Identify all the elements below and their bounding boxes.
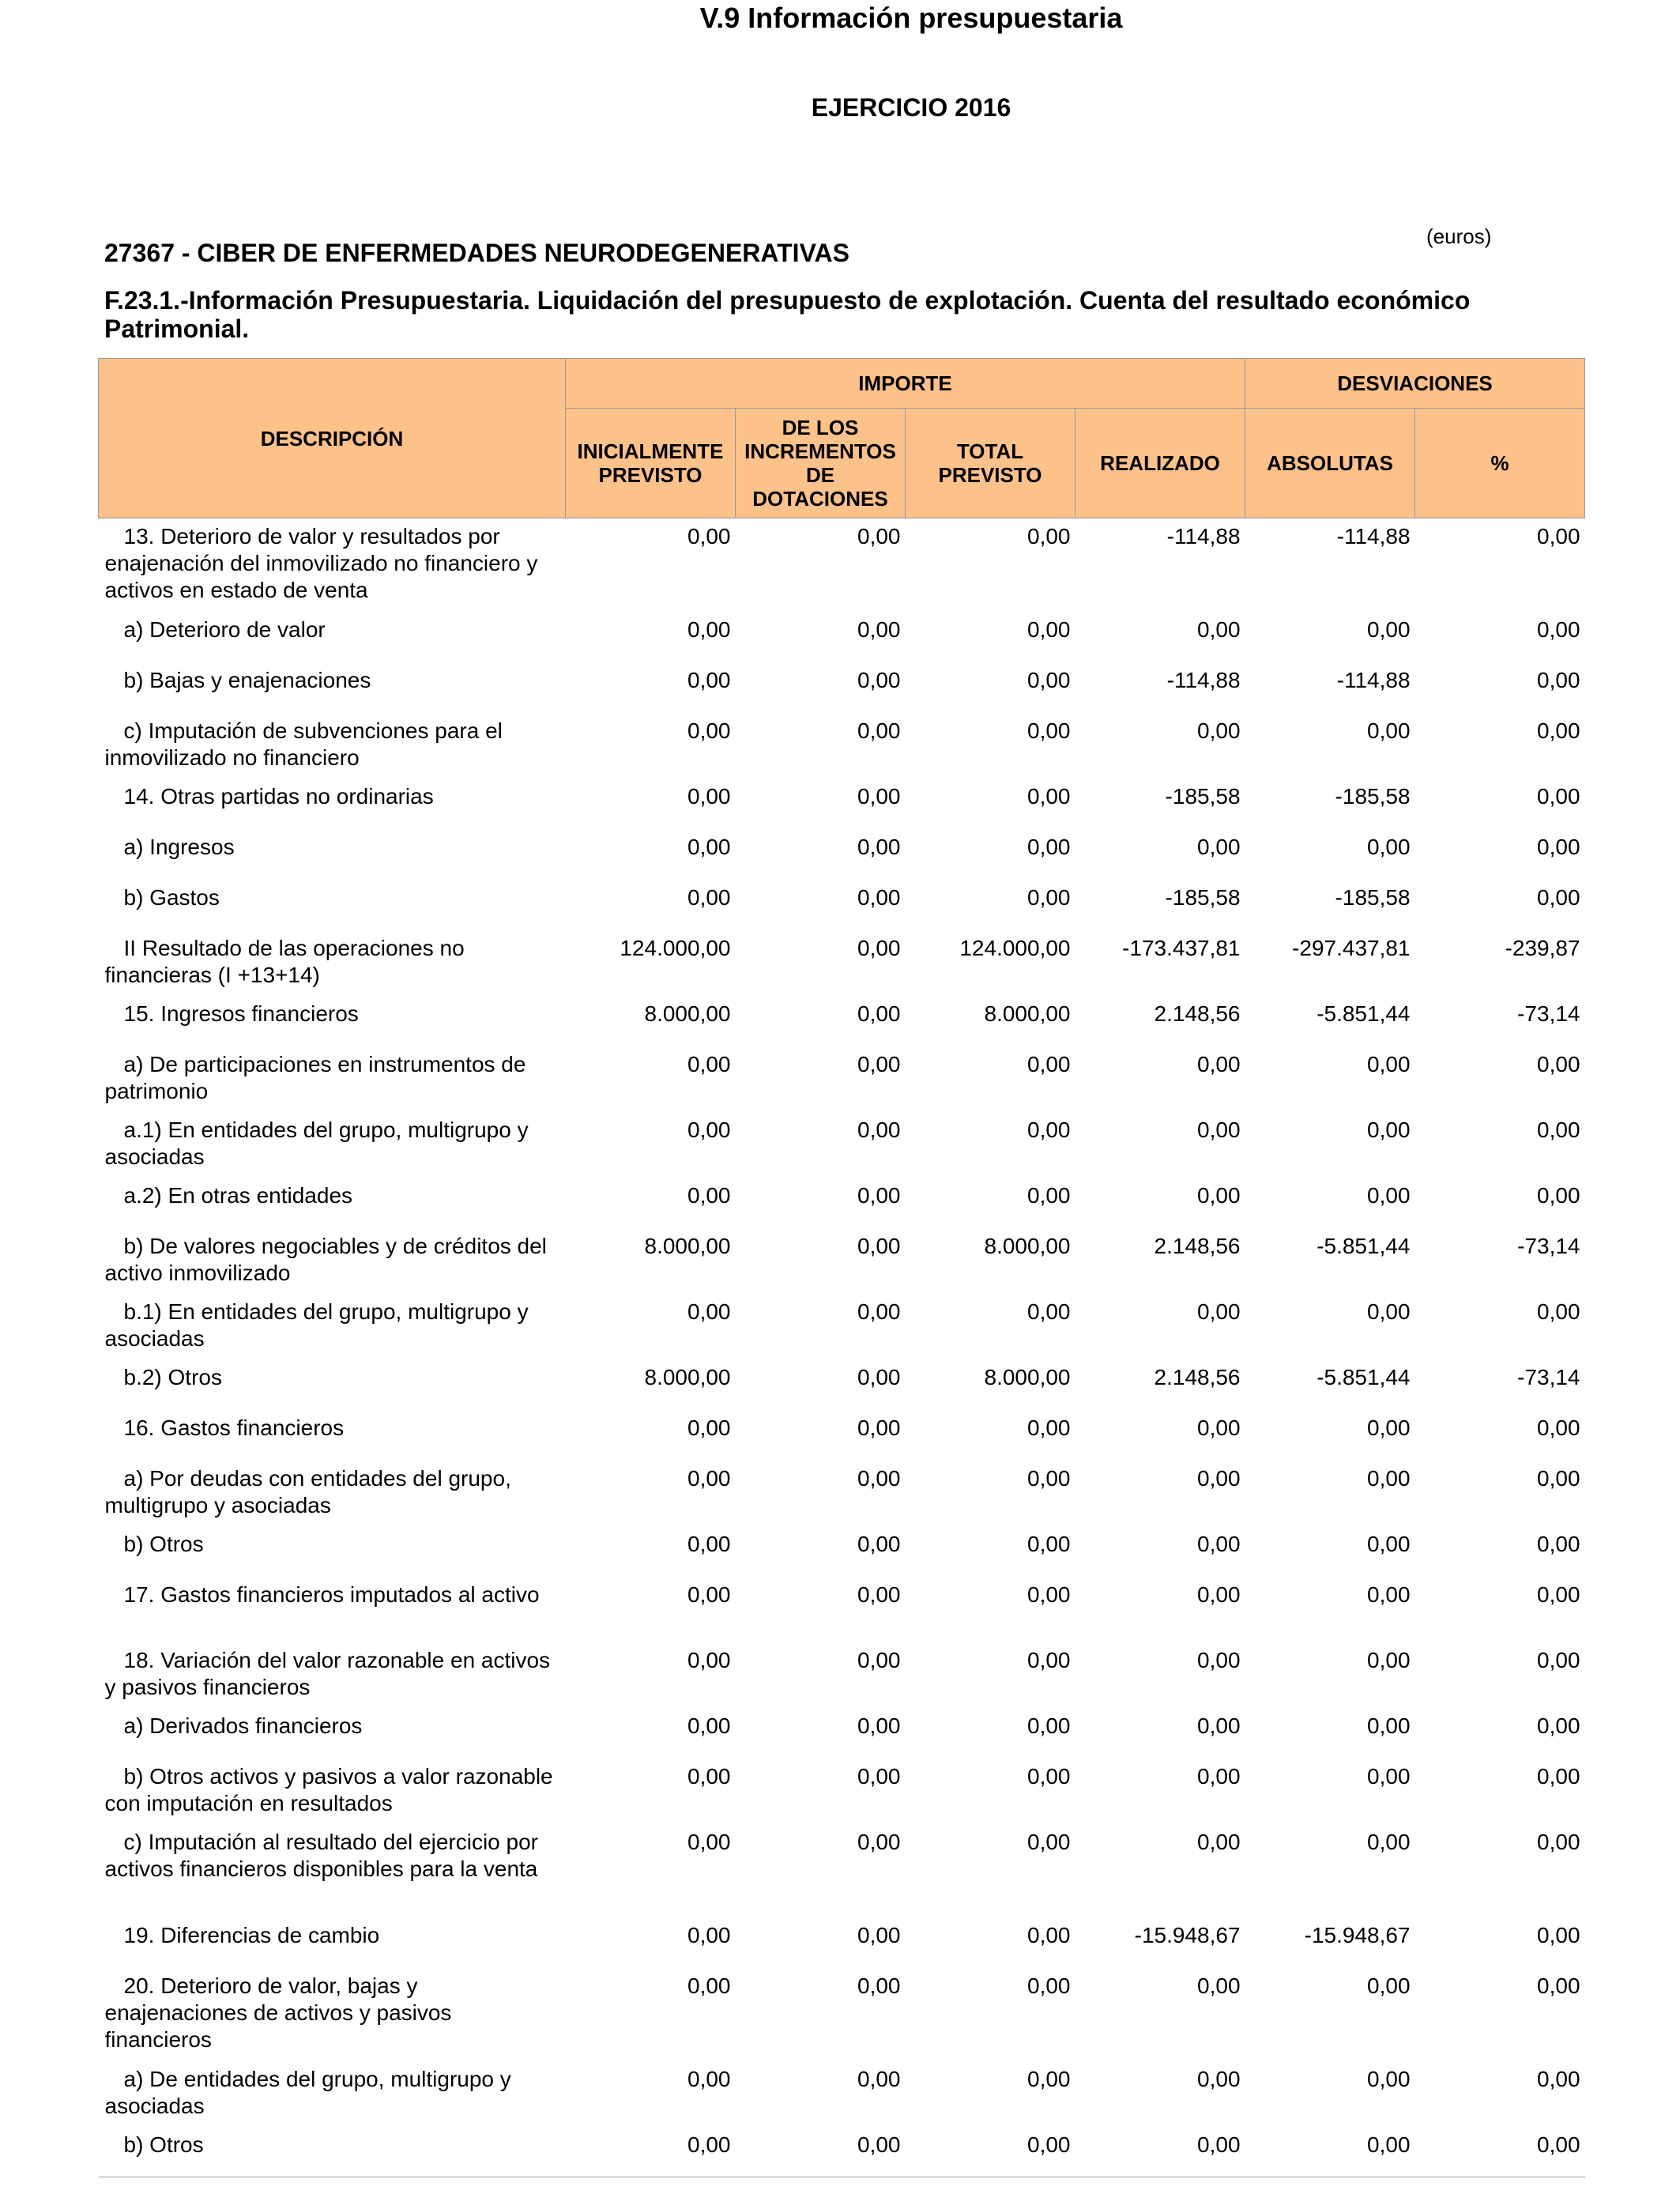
cell-total-previsto: 0,00 xyxy=(1027,1531,1071,1556)
cell-absolutas: -185,58 xyxy=(1335,884,1411,910)
row-description: b) De valores negociables y de créditos del activo inmovilizado xyxy=(104,1233,547,1285)
table-row xyxy=(99,829,1585,880)
cell-inicialmente-previsto: 124.000,00 xyxy=(620,935,731,960)
cell-total-previsto: 8.000,00 xyxy=(984,1001,1071,1026)
cell-absolutas: 0,00 xyxy=(1367,1581,1411,1607)
cell-percent: 0,00 xyxy=(1537,1647,1580,1672)
cell-total-previsto: 0,00 xyxy=(1027,1647,1071,1672)
row-description: b) Bajas y enajenaciones xyxy=(123,667,371,692)
cell-absolutas: 0,00 xyxy=(1367,1182,1411,1208)
cell-total-previsto: 0,00 xyxy=(1027,616,1071,642)
cell-total-previsto: 0,00 xyxy=(1027,1182,1071,1208)
cell-total-previsto: 124.000,00 xyxy=(959,935,1071,960)
row-description: b.2) Otros xyxy=(123,1364,222,1389)
cell-inicialmente-previsto: 0,00 xyxy=(687,1531,731,1556)
table-row xyxy=(99,1461,1585,1526)
table-row xyxy=(99,1228,1585,1294)
cell-realizado: 0,00 xyxy=(1075,2127,1245,2177)
cell-realizado: 0,00 xyxy=(1197,1647,1241,1672)
report-subtitle: F.23.1.-Información Presupuestaria. Liquidación del presupuesto de explotación. Cuenta del resultado económico Patrimonial. xyxy=(104,286,1471,343)
cell-incrementos: 0,00 xyxy=(857,1233,901,1258)
cell-absolutas: 0,00 xyxy=(1367,1647,1411,1672)
cell-incrementos: 0,00 xyxy=(857,718,901,743)
cell-absolutas: -297.437,81 xyxy=(1292,935,1411,960)
cell-percent: 0,00 xyxy=(1537,718,1580,743)
cell-incrementos: 0,00 xyxy=(857,1829,901,1854)
cell-absolutas: 0,00 xyxy=(1367,1051,1411,1076)
cell-inicialmente-previsto: 0,00 xyxy=(687,783,731,809)
table-row xyxy=(99,880,1585,930)
table-row xyxy=(99,778,1585,829)
cell-absolutas: 0,00 xyxy=(1367,1299,1411,1324)
cell-incrementos: 0,00 xyxy=(857,884,901,910)
cell-inicialmente-previsto: 0,00 xyxy=(687,1713,731,1738)
cell-percent: -73,14 xyxy=(1517,1233,1580,1258)
row-description: c) Imputación al resultado del ejercicio por activos financieros disponibles para la venta xyxy=(104,1829,538,1881)
cell-absolutas: -114,88 xyxy=(1336,524,1411,548)
row-description: a) Por deudas con entidades del grupo, multigrupo y asociadas xyxy=(104,1465,511,1517)
cell-inicialmente-previsto: 0,00 xyxy=(687,2066,731,2091)
cell-inicialmente-previsto: 0,00 xyxy=(687,1973,731,1998)
cell-total-previsto: 0,00 xyxy=(1027,884,1071,910)
cell-percent: 0,00 xyxy=(1537,783,1580,809)
header-absolutas: ABSOLUTAS xyxy=(1245,409,1415,518)
cell-total-previsto: 0,00 xyxy=(1027,1415,1071,1440)
cell-incrementos: 0,00 xyxy=(857,783,901,809)
table-row xyxy=(99,1577,1585,1642)
cell-percent: 0,00 xyxy=(1537,1829,1580,1854)
fiscal-year: EJERCICIO 2016 xyxy=(811,93,1011,122)
cell-percent: 0,00 xyxy=(1537,1973,1580,1998)
cell-incrementos: 0,00 xyxy=(857,1001,901,1026)
table-row xyxy=(99,1046,1585,1112)
row-description: 14. Otras partidas no ordinarias xyxy=(123,783,434,809)
cell-realizado: 0,00 xyxy=(1197,1763,1241,1789)
cell-absolutas: 0,00 xyxy=(1367,1465,1411,1491)
cell-total-previsto: 0,00 xyxy=(1027,524,1071,548)
header-importe: IMPORTE xyxy=(566,359,1245,409)
cell-absolutas: -5.851,44 xyxy=(1317,1364,1411,1389)
cell-percent: 0,00 xyxy=(1537,1581,1580,1607)
row-description: b.1) En entidades del grupo, multigrupo y asociadas xyxy=(104,1299,529,1351)
cell-percent: 0,00 xyxy=(1537,1531,1580,1556)
cell-absolutas: 0,00 xyxy=(1367,718,1411,743)
row-description: a) Deterioro de valor xyxy=(123,616,326,642)
row-description: a.2) En otras entidades xyxy=(123,1182,353,1208)
cell-incrementos: 0,00 xyxy=(857,935,901,960)
cell-total-previsto: 0,00 xyxy=(1027,1051,1071,1076)
row-description: 13. Deterioro de valor y resultados por enajenación del inmovilizado no financiero y activos en estado de venta xyxy=(104,524,538,602)
cell-total-previsto: 0,00 xyxy=(1027,718,1071,743)
cell-absolutas: -5.851,44 xyxy=(1317,1001,1411,1026)
cell-inicialmente-previsto: 0,00 xyxy=(687,1182,731,1208)
table-row xyxy=(99,1708,1585,1759)
row-description: b) Otros xyxy=(123,1531,204,1556)
cell-total-previsto: 0,00 xyxy=(1027,1829,1071,1854)
cell-incrementos: 0,00 xyxy=(857,616,901,642)
cell-percent: 0,00 xyxy=(1537,524,1580,548)
cell-realizado: 0,00 xyxy=(1197,1581,1241,1607)
table-row xyxy=(99,930,1585,996)
row-description: a.1) En entidades del grupo, multigrupo y asociadas xyxy=(104,1117,529,1169)
cell-inicialmente-previsto: 0,00 xyxy=(687,884,731,910)
table-row xyxy=(99,713,1585,778)
cell-total-previsto: 0,00 xyxy=(1027,783,1071,809)
cell-total-previsto: 0,00 xyxy=(1027,1299,1071,1324)
table-row xyxy=(99,1112,1585,1178)
table-row xyxy=(99,1917,1585,1968)
cell-realizado: 0,00 xyxy=(1197,1465,1241,1491)
row-description: 16. Gastos financieros xyxy=(123,1415,345,1440)
table-row xyxy=(99,1359,1585,1410)
cell-incrementos: 0,00 xyxy=(857,1581,901,1607)
currency-units: (euros) xyxy=(1426,224,1492,248)
cell-realizado: 0,00 xyxy=(1197,1299,1241,1324)
cell-incrementos: 0,00 xyxy=(857,1364,901,1389)
table-header xyxy=(99,359,1585,518)
cell-incrementos: 0,00 xyxy=(857,1973,901,1998)
cell-inicialmente-previsto: 0,00 xyxy=(566,2127,736,2177)
cell-total-previsto: 8.000,00 xyxy=(984,1233,1071,1258)
cell-percent: 0,00 xyxy=(1537,834,1580,859)
cell-inicialmente-previsto: 0,00 xyxy=(687,667,731,692)
cell-realizado: 2.148,56 xyxy=(1154,1233,1241,1258)
cell-inicialmente-previsto: 0,00 xyxy=(687,1763,731,1789)
header-realizado: REALIZADO xyxy=(1075,409,1245,518)
table-row xyxy=(99,612,1585,662)
row-description: a) De participaciones en instrumentos de patrimonio xyxy=(104,1051,526,1103)
table-row xyxy=(99,1526,1585,1577)
cell-inicialmente-previsto: 0,00 xyxy=(687,718,731,743)
cell-inicialmente-previsto: 0,00 xyxy=(687,1117,731,1142)
row-description: c) Imputación de subvenciones para el inmovilizado no financiero xyxy=(104,718,503,770)
header-incrementos-dotaciones: DE LOS INCREMENTOS DE DOTACIONES xyxy=(736,409,906,518)
table-row xyxy=(99,1178,1585,1228)
cell-total-previsto: 0,00 xyxy=(1027,1581,1071,1607)
cell-inicialmente-previsto: 0,00 xyxy=(687,1051,731,1076)
cell-inicialmente-previsto: 0,00 xyxy=(687,1299,731,1324)
cell-absolutas: -15.948,67 xyxy=(1304,1922,1411,1947)
cell-absolutas: 0,00 xyxy=(1367,1713,1411,1738)
row-description: a) Ingresos xyxy=(123,834,235,859)
row-description: b) Otros xyxy=(99,2127,566,2177)
cell-realizado: 2.148,56 xyxy=(1154,1001,1241,1026)
budget-table xyxy=(98,358,1585,2177)
cell-incrementos: 0,00 xyxy=(857,1647,901,1672)
cell-incrementos: 0,00 xyxy=(857,1922,901,1947)
cell-inicialmente-previsto: 0,00 xyxy=(687,1829,731,1854)
cell-realizado: 0,00 xyxy=(1197,2066,1241,2091)
row-description: b) Otros activos y pasivos a valor razonable con imputación en resultados xyxy=(104,1763,553,1815)
cell-percent: 0,00 xyxy=(1537,1299,1580,1324)
cell-incrementos: 0,00 xyxy=(857,1051,901,1076)
cell-percent: 0,00 xyxy=(1537,1713,1580,1738)
cell-realizado: 0,00 xyxy=(1197,1415,1241,1440)
cell-incrementos: 0,00 xyxy=(857,1531,901,1556)
cell-realizado: 0,00 xyxy=(1197,1051,1241,1076)
table-row xyxy=(99,1410,1585,1461)
table-row xyxy=(99,1968,1585,2061)
cell-inicialmente-previsto: 0,00 xyxy=(687,1465,731,1491)
cell-total-previsto: 0,00 xyxy=(1027,667,1071,692)
cell-absolutas: 0,00 xyxy=(1367,1829,1411,1854)
cell-inicialmente-previsto: 0,00 xyxy=(687,1415,731,1440)
row-description: 18. Variación del valor razonable en activos y pasivos financieros xyxy=(104,1647,551,1699)
table-row xyxy=(99,996,1585,1046)
row-description: II Resultado de las operaciones no financieras (I +13+14) xyxy=(104,935,465,987)
cell-absolutas: 0,00 xyxy=(1367,1973,1411,1998)
cell-total-previsto: 0,00 xyxy=(1027,1973,1071,1998)
cell-absolutas: 0,00 xyxy=(1367,616,1411,642)
cell-absolutas: 0,00 xyxy=(1367,1415,1411,1440)
cell-inicialmente-previsto: 0,00 xyxy=(687,524,731,548)
section-title: V.9 Información presupuestaria xyxy=(699,2,1123,34)
cell-percent: 0,00 xyxy=(1537,1415,1580,1440)
cell-inicialmente-previsto: 8.000,00 xyxy=(644,1364,731,1389)
cell-percent: 0,00 xyxy=(1537,1182,1580,1208)
cell-realizado: 0,00 xyxy=(1197,1531,1241,1556)
cell-total-previsto: 8.000,00 xyxy=(984,1364,1071,1389)
header-percent: % xyxy=(1415,409,1585,518)
cell-realizado: 0,00 xyxy=(1197,616,1241,642)
cell-incrementos: 0,00 xyxy=(857,1182,901,1208)
cell-percent: 0,00 xyxy=(1537,667,1580,692)
cell-absolutas: -5.851,44 xyxy=(1317,1233,1411,1258)
cell-inicialmente-previsto: 8.000,00 xyxy=(644,1001,731,1026)
cell-inicialmente-previsto: 0,00 xyxy=(687,1647,731,1672)
table-row xyxy=(99,1642,1585,1708)
cell-realizado: -173.437,81 xyxy=(1122,935,1241,960)
cell-realizado: -114,88 xyxy=(1166,667,1241,692)
cell-absolutas: 0,00 xyxy=(1367,2066,1411,2091)
cell-realizado: 0,00 xyxy=(1197,1182,1241,1208)
row-description: 19. Diferencias de cambio xyxy=(123,1922,380,1947)
cell-incrementos: 0,00 xyxy=(857,1763,901,1789)
table-row xyxy=(99,1824,1585,1917)
cell-realizado: 2.148,56 xyxy=(1154,1364,1241,1389)
cell-realizado: 0,00 xyxy=(1197,1829,1241,1854)
table-row xyxy=(99,2061,1585,2127)
row-description: b) Gastos xyxy=(123,884,220,910)
cell-percent: -73,14 xyxy=(1517,1001,1580,1026)
cell-total-previsto: 0,00 xyxy=(1027,1117,1071,1142)
cell-percent: -239,87 xyxy=(1505,935,1580,960)
cell-realizado: 0,00 xyxy=(1197,1117,1241,1142)
header-inicialmente-previsto: INICIALMENTE PREVISTO xyxy=(566,409,736,518)
cell-percent: 0,00 xyxy=(1537,1922,1580,1947)
row-description: a) Derivados financieros xyxy=(123,1713,363,1738)
table-row xyxy=(99,1759,1585,1824)
cell-total-previsto: 0,00 xyxy=(906,2127,1075,2177)
cell-inicialmente-previsto: 0,00 xyxy=(687,1581,731,1607)
header-total-previsto: TOTAL PREVISTO xyxy=(906,409,1075,518)
cell-inicialmente-previsto: 0,00 xyxy=(687,834,731,859)
cell-absolutas: -114,88 xyxy=(1336,667,1411,692)
row-description: 15. Ingresos financieros xyxy=(123,1001,359,1026)
cell-inicialmente-previsto: 8.000,00 xyxy=(644,1233,731,1258)
table-body xyxy=(99,518,1585,2177)
cell-realizado: -185,58 xyxy=(1165,783,1241,809)
cell-total-previsto: 0,00 xyxy=(1027,1713,1071,1738)
header-description: DESCRIPCIÓN xyxy=(99,359,566,518)
entity-name: 27367 - CIBER DE ENFERMEDADES NEURODEGENERATIVAS xyxy=(104,239,849,267)
cell-incrementos: 0,00 xyxy=(857,1299,901,1324)
cell-total-previsto: 0,00 xyxy=(1027,2066,1071,2091)
cell-total-previsto: 0,00 xyxy=(1027,1465,1071,1491)
cell-absolutas: 0,00 xyxy=(1367,1763,1411,1789)
cell-incrementos: 0,00 xyxy=(857,2066,901,2091)
cell-absolutas: 0,00 xyxy=(1367,1531,1411,1556)
cell-percent: 0,00 xyxy=(1537,1117,1580,1142)
header-desviaciones: DESVIACIONES xyxy=(1245,359,1585,409)
cell-incrementos: 0,00 xyxy=(736,2127,906,2177)
cell-percent: 0,00 xyxy=(1537,2066,1580,2091)
row-description: a) De entidades del grupo, multigrupo y asociadas xyxy=(104,2066,511,2118)
row-description: 17. Gastos financieros imputados al activo xyxy=(123,1581,540,1607)
cell-incrementos: 0,00 xyxy=(857,1465,901,1491)
table-row xyxy=(99,1294,1585,1359)
cell-total-previsto: 0,00 xyxy=(1027,834,1071,859)
table-row xyxy=(99,662,1585,713)
cell-percent: 0,00 xyxy=(1537,884,1580,910)
cell-realizado: 0,00 xyxy=(1197,1973,1241,1998)
cell-realizado: -114,88 xyxy=(1166,524,1241,548)
cell-incrementos: 0,00 xyxy=(857,1117,901,1142)
table-row xyxy=(99,518,1585,612)
cell-absolutas: -185,58 xyxy=(1335,783,1411,809)
cell-percent: -73,14 xyxy=(1517,1364,1580,1389)
cell-realizado: 0,00 xyxy=(1197,1713,1241,1738)
cell-inicialmente-previsto: 0,00 xyxy=(687,616,731,642)
cell-total-previsto: 0,00 xyxy=(1027,1763,1071,1789)
cell-percent: 0,00 xyxy=(1537,616,1580,642)
cell-incrementos: 0,00 xyxy=(857,1415,901,1440)
table-row xyxy=(99,2127,1585,2177)
cell-incrementos: 0,00 xyxy=(857,667,901,692)
cell-absolutas: 0,00 xyxy=(1245,2127,1415,2177)
cell-absolutas: 0,00 xyxy=(1367,1117,1411,1142)
cell-percent: 0,00 xyxy=(1537,1465,1580,1491)
cell-incrementos: 0,00 xyxy=(857,524,901,548)
cell-percent: 0,00 xyxy=(1537,1763,1580,1789)
cell-percent: 0,00 xyxy=(1537,1051,1580,1076)
cell-realizado: -185,58 xyxy=(1165,884,1241,910)
cell-realizado: 0,00 xyxy=(1197,718,1241,743)
cell-incrementos: 0,00 xyxy=(857,1713,901,1738)
cell-total-previsto: 0,00 xyxy=(1027,1922,1071,1947)
cell-incrementos: 0,00 xyxy=(857,834,901,859)
cell-absolutas: 0,00 xyxy=(1367,834,1411,859)
cell-percent: 0,00 xyxy=(1415,2127,1585,2177)
row-description: 20. Deterioro de valor, bajas y enajenaciones de activos y pasivos financieros xyxy=(104,1973,452,2052)
cell-realizado: -15.948,67 xyxy=(1134,1922,1241,1947)
cell-inicialmente-previsto: 0,00 xyxy=(687,1922,731,1947)
cell-realizado: 0,00 xyxy=(1197,834,1241,859)
